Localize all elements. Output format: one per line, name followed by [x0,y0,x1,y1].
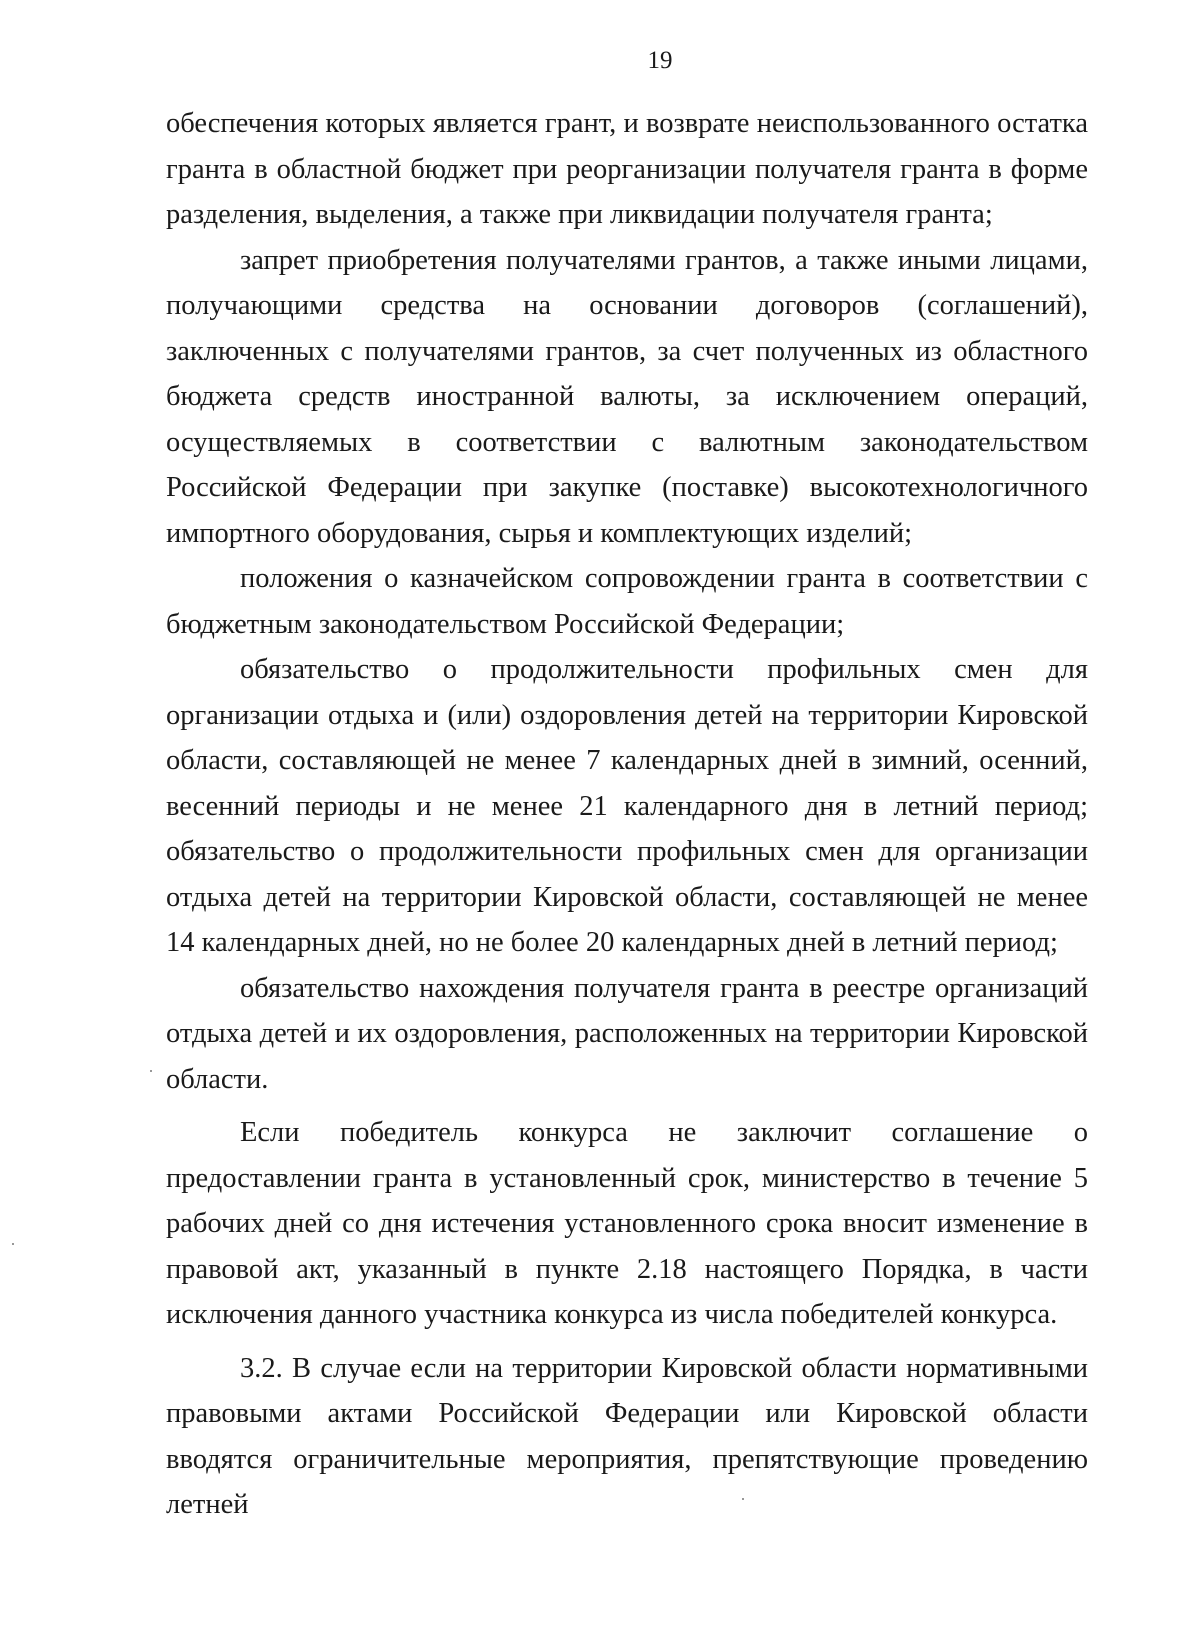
scan-speck [742,1498,744,1500]
scan-speck [12,1243,14,1245]
paragraph: 3.2. В случае если на территории Кировской области нормативными правовыми актами Российской Федерации или Кировской области вводятся ограничительные мероприятия, препятствующие проведению летней [166,1352,1088,1520]
paragraph: Если победитель конкурса не заключит соглашение о предоставлении гранта в установленный срок, министерство в течение 5 рабочих дней со дня истечения установленного срока вносит изменение в правовой акт, указанный в пункте 2.18 настоящего Порядка, в части исключения данного участника конкурса из числа победителей конкурса. [166,1117,1088,1330]
page-number: 19 [647,47,673,74]
paragraph: обязательство о продолжительности профильных смен для организации отдыха и (или) оздоровления детей на территории Кировской области, составляющей не менее 7 календарных дней в зимний, осенний, весенний периоды и не менее 21 календарного дня в летний период; обязательство о продолжительности профильных смен для организации отдыха детей на территории Кировской области, составляющей не менее 14 календарных дней, но не более 20 календарных дней в летний период; [166,654,1088,958]
scan-speck [150,1070,152,1072]
document-body [166,101,1088,1528]
paragraph: обязательство нахождения получателя гранта в реестре организаций отдыха детей и их оздоровления, расположенных на территории Кировской области. [166,972,1088,1095]
paragraph: обеспечения которых является грант, и возврате неиспользованного остатка гранта в областной бюджет при реорганизации получателя гранта в форме разделения, выделения, а также при ликвидации получателя гранта; [166,108,1088,230]
paragraph: положения о казначейском сопровождении гранта в соответствии с бюджетным законодательством Российской Федерации; [166,563,1088,640]
paragraph: запрет приобретения получателями грантов, а также иными лицами, получающими средства на основании договоров (соглашений), заключенных с получателями грантов, за счет полученных из областного бюджета средств иностранной валюты, за исключением операций, осуществляемых в соответствии с валютным законодательством Российской Федерации при закупке (поставке) высокотехнологичного импортного оборудования, сырья и комплектующих изделий; [166,244,1088,549]
